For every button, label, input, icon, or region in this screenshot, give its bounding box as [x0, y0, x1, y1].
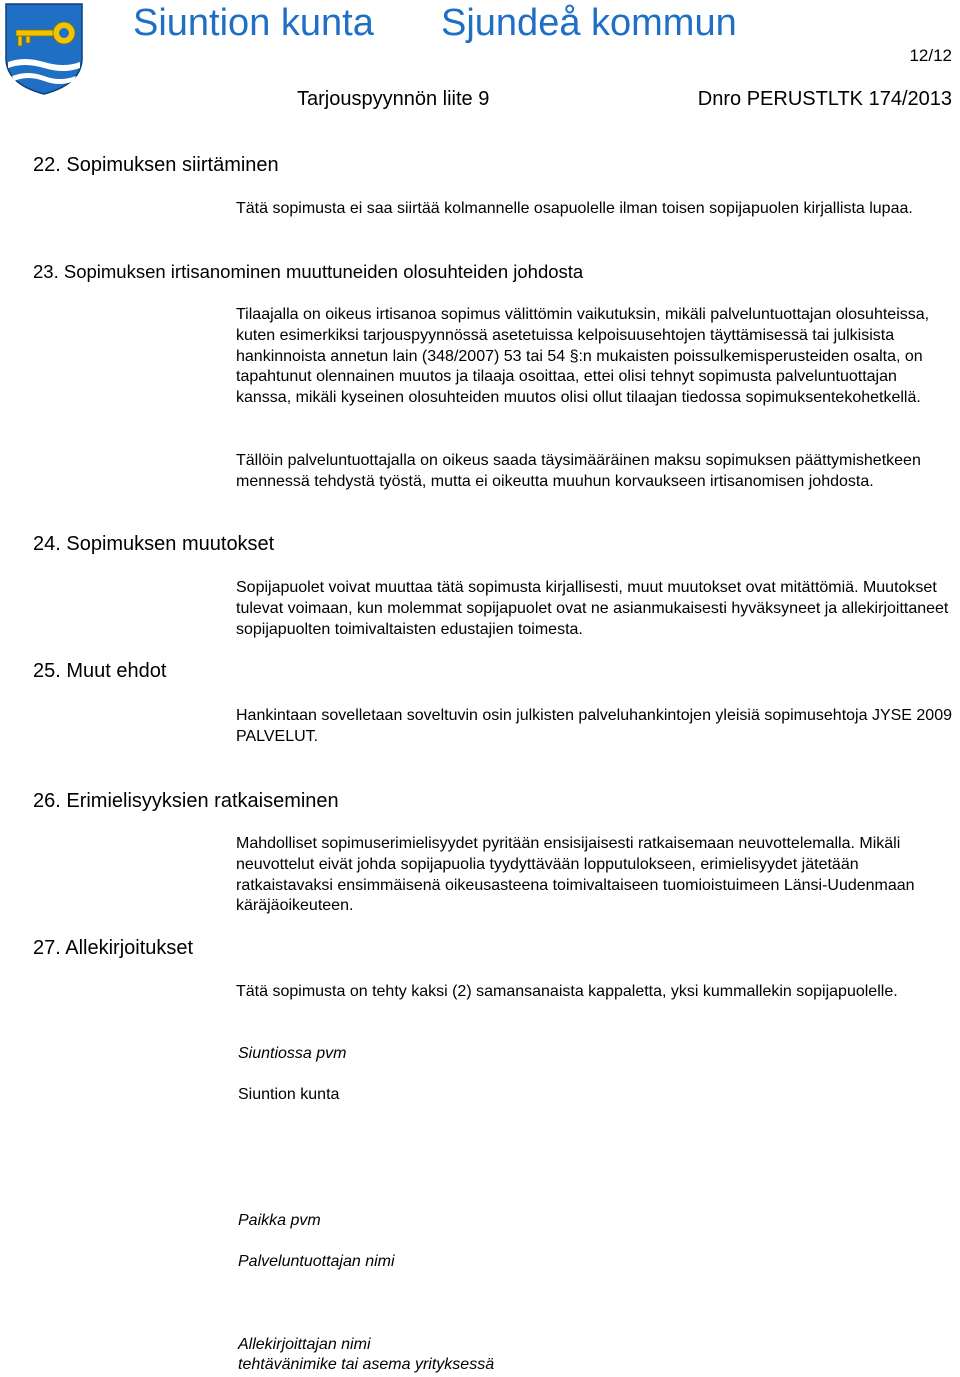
section-27-text: Tätä sopimusta on tehty kaksi (2) samansanaista kappaletta, yksi kummallekin sopijapuolelle. [236, 983, 898, 1000]
page-number: 12/12 [909, 46, 952, 65]
section-22-heading: 22. Sopimuksen siirtäminen [33, 154, 279, 176]
signature-party-1: Siuntion kunta [238, 1086, 340, 1103]
signature-signer-title: tehtävänimike tai asema yrityksessä [238, 1356, 495, 1373]
section-23-text-2: Tällöin palveluntuottajalla on oikeus saada täysimääräinen maksu sopimuksen päättymishetkeen mennessä tehdystä työstä, mutta ei oikeutta muuhun korvaukseen irtisanomisen johdosta. [236, 452, 921, 490]
signature-place-date-1: Siuntiossa pvm [238, 1045, 347, 1062]
section-24-text: Sopijapuolet voivat muuttaa tätä sopimusta kirjallisesti, muut muutokset ovat mitättömiä. Muutokset tulevat voimaan, kun molemmat sopijapuolet ovat ne asianmukaisesti hyväksyneet ja allekirjoittaneet sopijapuolten toimivaltaisten edustajien toimesta. [236, 579, 949, 638]
signature-party-2: Palveluntuottajan nimi [238, 1253, 395, 1270]
document-title: Tarjouspyynnön liite 9 [297, 88, 490, 110]
document-reference: Dnro PERUSTLTK 174/2013 [697, 88, 952, 110]
section-22-text: Tätä sopimusta ei saa siirtää kolmannelle osapuolelle ilman toisen sopijapuolen kirjallista lupaa. [236, 200, 913, 217]
coat-of-arms-icon [4, 2, 84, 96]
section-26-heading: 26. Erimielisyyksien ratkaiseminen [33, 790, 339, 812]
signature-place-date-2: Paikka pvm [238, 1212, 321, 1229]
municipality-name-sv: Sjundeå kommun [441, 2, 737, 44]
section-23-text-1: Tilaajalla on oikeus irtisanoa sopimus välittömin vaikutuksin, mikäli palveluntuottajan olosuhteissa, kuten esimerkiksi tarjouspyynnössä asetetuissa kelpoisuusehtojen täyttämisessä tai julkisista hankinnoista annetun lain (348/2007) 53 tai 54 §:n mukaisten poissulkemisperusteiden osalta, on tapahtunut olennainen muutos ja tilaaja osoittaa, ettei olisi tehnyt sopimusta palveluntuottajan kanssa, mikäli kyseinen olosuhteiden muutos olisi ollut tilaajan tiedossa sopimuksentekohetkellä. [236, 306, 930, 407]
section-24-heading: 24. Sopimuksen muutokset [33, 533, 275, 555]
section-27-heading: 27. Allekirjoitukset [33, 937, 194, 959]
section-23-heading: 23. Sopimuksen irtisanominen muuttuneiden olosuhteiden johdosta [33, 261, 584, 282]
municipality-name-fi: Siuntion kunta [133, 2, 374, 44]
section-25-heading: 25. Muut ehdot [33, 660, 167, 682]
section-26-text: Mahdolliset sopimuserimielisyydet pyritään ensisijaisesti ratkaisemaan neuvottelemalla. Mikäli neuvottelut eivät johda sopijapuolia tyydyttävään lopputulokseen, erimielisyydet jätetään ratkaistavaksi ensimmäisenä oikeusasteena toimivaltaiseen tuomioistuimeen Länsi-Uudenmaan käräjäoikeuteen. [236, 835, 915, 915]
signature-signer-name: Allekirjoittajan nimi [238, 1336, 371, 1353]
section-25-text: Hankintaan sovelletaan soveltuvin osin julkisten palveluhankintojen yleisiä sopimusehtoja JYSE 2009 PALVELUT. [236, 707, 952, 745]
